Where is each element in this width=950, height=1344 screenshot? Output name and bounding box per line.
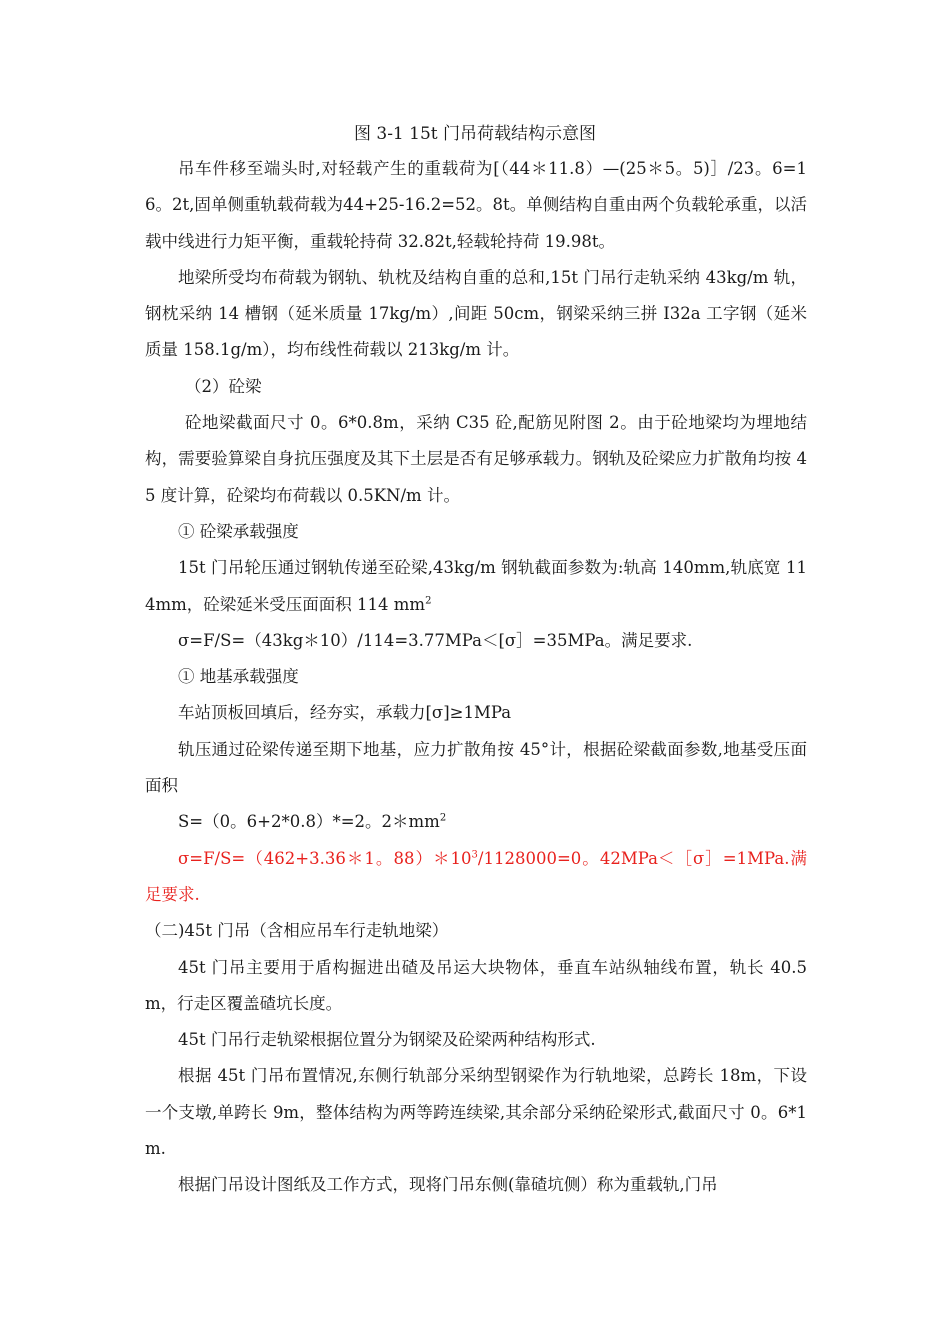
- formula-foundation-stress-after: /1128000=0。42MPa＜［σ］=1MPa.满足要求.: [145, 848, 807, 904]
- formula-area: [145, 804, 807, 840]
- superscript-squared: 2: [425, 595, 432, 607]
- superscript-squared: 2: [439, 812, 447, 824]
- paragraph-stress-diffusion: 轨压通过砼梁传递至期下地基，应力扩散角按 45°计，根据砼梁截面参数,地基受压面面积: [145, 739, 807, 796]
- formula-foundation-stress-before: σ=F/S=（462+3.36＊1。88）＊10: [178, 848, 472, 868]
- paragraph-45t-crane-purpose: 45t 门吊主要用于盾构掘进出碴及吊运大块物体，垂直车站纵轴线布置，轨长 40.5m，行走区覆盖碴坑长度。: [145, 957, 807, 1013]
- superscript-cubed: 3: [471, 849, 478, 861]
- section-heading-concrete-beam: （2）砼梁: [185, 376, 262, 396]
- document-body: [145, 151, 807, 1204]
- subheading-beam-bearing-strength: ① 砼梁承载强度: [178, 521, 299, 541]
- paragraph-rail-section: [145, 550, 807, 623]
- paragraph-heavy-rail: 根据门吊设计图纸及工作方式，现将门吊东侧(靠碴坑侧）称为重载轨,门吊: [178, 1175, 718, 1195]
- paragraph-rail-section-text: 15t 门吊轮压通过钢轨传递至砼梁,43kg/m 钢轨截面参数为:轨高 140mm,轨底宽 114mm，砼梁延米受压面面积 114 mm: [145, 558, 807, 614]
- paragraph-crane-load: 吊车件移至端头时,对轻载产生的重载荷为[（44＊11.8）—(25＊5。5)］/23。6=16。2t,固单侧重轨载荷载为44+25-16.2=52。8t。单侧结构自重由两个负载轮承重，以活载中线进行力矩平衡，重载轮持荷 32.82t,轻载轮持荷 19.98t。: [145, 159, 807, 251]
- formula-foundation-stress: [145, 841, 807, 914]
- paragraph-45t-beam-types: 45t 门吊行走轨梁根据位置分为钢梁及砼梁两种结构形式.: [178, 1030, 596, 1050]
- subheading-foundation-bearing-strength: ① 地基承载强度: [178, 667, 299, 687]
- paragraph-45t-layout: 根据 45t 门吊布置情况,东侧行轨部分采纳型钢梁作为行轨地梁，总跨长 18m，下设一个支墩,单跨长 9m，整体结构为两等跨连续梁,其余部分采纳砼梁形式,截面尺寸 0。6*1m.: [145, 1066, 807, 1159]
- formula-area-text: S=（0。6+2*0.8）*=2。2＊mm: [178, 812, 440, 832]
- paragraph-backfill-capacity: 车站顶板回填后，经夯实，承载力[σ]≥1MPa: [178, 703, 512, 723]
- paragraph-concrete-beam: 砼地梁截面尺寸 0。6*0.8m，采纳 C35 砼,配筋见附图 2。由于砼地梁均为埋地结构，需要验算梁自身抗压强度及其下土层是否有足够承载力。钢轨及砼梁应力扩散角均按 45 度计算，砼梁均布荷载以 0.5KN/m 计。: [145, 413, 807, 505]
- formula-beam-stress: σ=F/S=（43kg＊10）/114=3.77MPa＜[σ］=35MPa。满足要求.: [178, 630, 693, 650]
- figure-caption: 图 3-1 15t 门吊荷载结构示意图: [353, 124, 597, 144]
- paragraph-ground-beam-load: 地梁所受均布荷载为钢轨、轨枕及结构自重的总和,15t 门吊行走轨采纳 43kg/m 轨，钢枕采纳 14 槽钢（延米质量 17kg/m）,间距 50cm，钢梁采纳三拼 I32a 工字钢（延米质量 158.1g/m），均布线性荷载以 213kg/m 计。: [145, 267, 807, 360]
- section-heading-45t-crane: （二)45t 门吊（含相应吊车行走轨地梁）: [145, 921, 449, 941]
